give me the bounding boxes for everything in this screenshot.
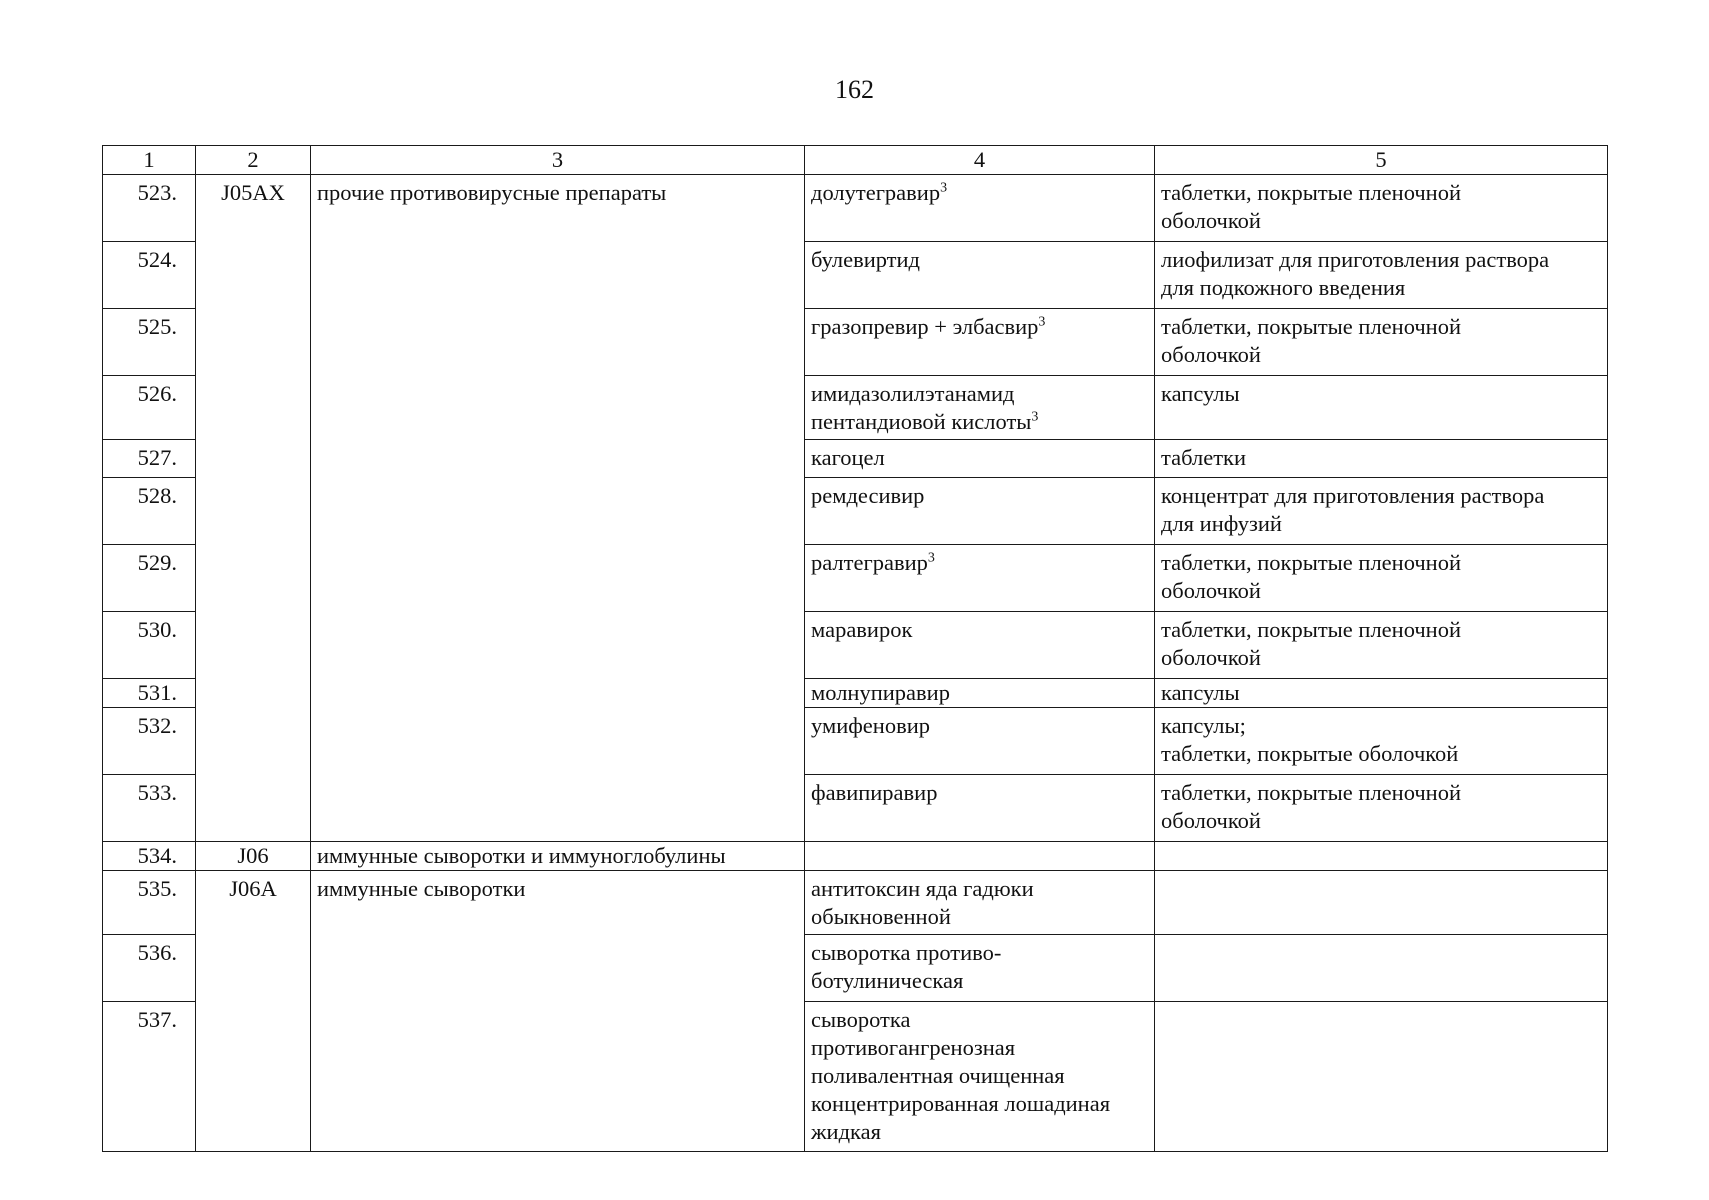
dosage-form (1155, 708, 1608, 775)
drug-name-text: молнупиравир (811, 680, 950, 705)
dosage-form (1155, 871, 1608, 935)
drug-name (805, 309, 1155, 376)
atc-code: J06A (196, 871, 311, 1152)
row-number: 525. (103, 309, 196, 376)
table-header-row (103, 146, 1608, 175)
row-number: 531. (103, 679, 196, 708)
row-number: 532. (103, 708, 196, 775)
drug-name (805, 478, 1155, 545)
dosage-form-line: таблетки, покрытые пленочной (1161, 314, 1462, 339)
drug-name-text: умифеновир (811, 713, 931, 738)
drug-name-line (811, 408, 1148, 436)
drug-name (805, 679, 1155, 708)
drug-name (805, 935, 1155, 1002)
drug-name (805, 612, 1155, 679)
dosage-form-line: таблетки, покрытые пленочной (1161, 550, 1462, 575)
dosage-form (1155, 612, 1608, 679)
drug-name-line: противогангренозная (811, 1035, 1016, 1060)
table-row (103, 175, 1608, 242)
dosage-form (1155, 545, 1608, 612)
dosage-form-line: концентрат для приготовления раствора (1161, 483, 1545, 508)
drug-name (805, 775, 1155, 842)
group-name: иммунные сыворотки и иммуноглобулины (311, 842, 805, 871)
drug-name-line: поливалентная очищенная (811, 1063, 1065, 1088)
drug-name-line: жидкая (811, 1119, 881, 1144)
drug-name-text: фавипиравир (811, 780, 938, 805)
atc-code: J06 (196, 842, 311, 871)
drug-name-line: обыкновенной (811, 904, 951, 929)
drug-name-text: долутегравир (811, 180, 941, 205)
atc-code: J05AX (196, 175, 311, 842)
row-number: 529. (103, 545, 196, 612)
table-row (103, 842, 1608, 871)
dosage-form-line: таблетки, покрытые оболочкой (1161, 741, 1459, 766)
drug-name-line: антитоксин яда гадюки (811, 876, 1034, 901)
row-number: 528. (103, 478, 196, 545)
footnote-marker: 3 (927, 550, 935, 566)
footnote-marker: 3 (940, 180, 948, 196)
drug-name-line: ботулиническая (811, 968, 964, 993)
drug-name-text: кагоцел (811, 445, 885, 470)
dosage-form (1155, 309, 1608, 376)
drug-name (805, 242, 1155, 309)
dosage-form-line: лиофилизат для приготовления раствора (1161, 247, 1550, 272)
drug-name (805, 376, 1155, 440)
dosage-form (1155, 775, 1608, 842)
row-number: 533. (103, 775, 196, 842)
column-header-4: 4 (805, 146, 1155, 175)
dosage-form-line: для подкожного введения (1161, 275, 1406, 300)
dosage-form-line: оболочкой (1161, 808, 1261, 833)
dosage-form-line: оболочкой (1161, 578, 1261, 603)
table-row (103, 871, 1608, 935)
drug-name (805, 440, 1155, 478)
row-number: 526. (103, 376, 196, 440)
dosage-form-line: капсулы (1161, 680, 1240, 705)
row-number: 534. (103, 842, 196, 871)
drug-name-text: гразопревир + элбасвир (811, 314, 1039, 339)
dosage-form-line: оболочкой (1161, 208, 1261, 233)
dosage-form-line: капсулы; (1161, 713, 1246, 738)
drug-name-line: сыворотка (811, 1007, 911, 1032)
group-name: прочие противовирусные препараты (311, 175, 805, 842)
dosage-form-line: оболочкой (1161, 645, 1261, 670)
dosage-form-line: таблетки, покрытые пленочной (1161, 180, 1462, 205)
drug-name (805, 1002, 1155, 1152)
dosage-form (1155, 842, 1608, 871)
drug-list-table (102, 145, 1608, 1152)
column-header-5: 5 (1155, 146, 1608, 175)
dosage-form (1155, 175, 1608, 242)
row-number: 524. (103, 242, 196, 309)
row-number: 535. (103, 871, 196, 935)
dosage-form-line: капсулы (1161, 381, 1240, 406)
row-number: 527. (103, 440, 196, 478)
drug-name-text: ремдесивир (811, 483, 925, 508)
dosage-form (1155, 242, 1608, 309)
drug-name-text: ралтегравир (811, 550, 928, 575)
dosage-form (1155, 935, 1608, 1002)
drug-name-text: маравирок (811, 617, 913, 642)
dosage-form-line: таблетки, покрытые пленочной (1161, 617, 1462, 642)
column-header-3: 3 (311, 146, 805, 175)
dosage-form-line: таблетки (1161, 445, 1247, 470)
drug-name-line: имидазолилэтанамид (811, 381, 1015, 406)
drug-name (805, 545, 1155, 612)
drug-name-line: концентрированная лошадиная (811, 1091, 1111, 1116)
dosage-form (1155, 376, 1608, 440)
drug-name (805, 175, 1155, 242)
group-name: иммунные сыворотки (311, 871, 805, 1152)
column-header-2: 2 (196, 146, 311, 175)
page-number: 162 (835, 75, 874, 104)
dosage-form (1155, 440, 1608, 478)
dosage-form-line: таблетки, покрытые пленочной (1161, 780, 1462, 805)
dosage-form-line: для инфузий (1161, 511, 1282, 536)
drug-name (805, 708, 1155, 775)
drug-name-text: пентандиовой кислоты (811, 409, 1032, 434)
row-number: 537. (103, 1002, 196, 1152)
row-number: 536. (103, 935, 196, 1002)
column-header-1: 1 (103, 146, 196, 175)
dosage-form (1155, 1002, 1608, 1152)
drug-name (805, 842, 1155, 871)
dosage-form (1155, 679, 1608, 708)
dosage-form-line: оболочкой (1161, 342, 1261, 367)
row-number: 523. (103, 175, 196, 242)
drug-name-text: булевиртид (811, 247, 921, 272)
dosage-form (1155, 478, 1608, 545)
footnote-marker: 3 (1031, 409, 1039, 425)
drug-name (805, 871, 1155, 935)
footnote-marker: 3 (1038, 314, 1046, 330)
row-number: 530. (103, 612, 196, 679)
drug-name-line: сыворотка противо- (811, 940, 1002, 965)
